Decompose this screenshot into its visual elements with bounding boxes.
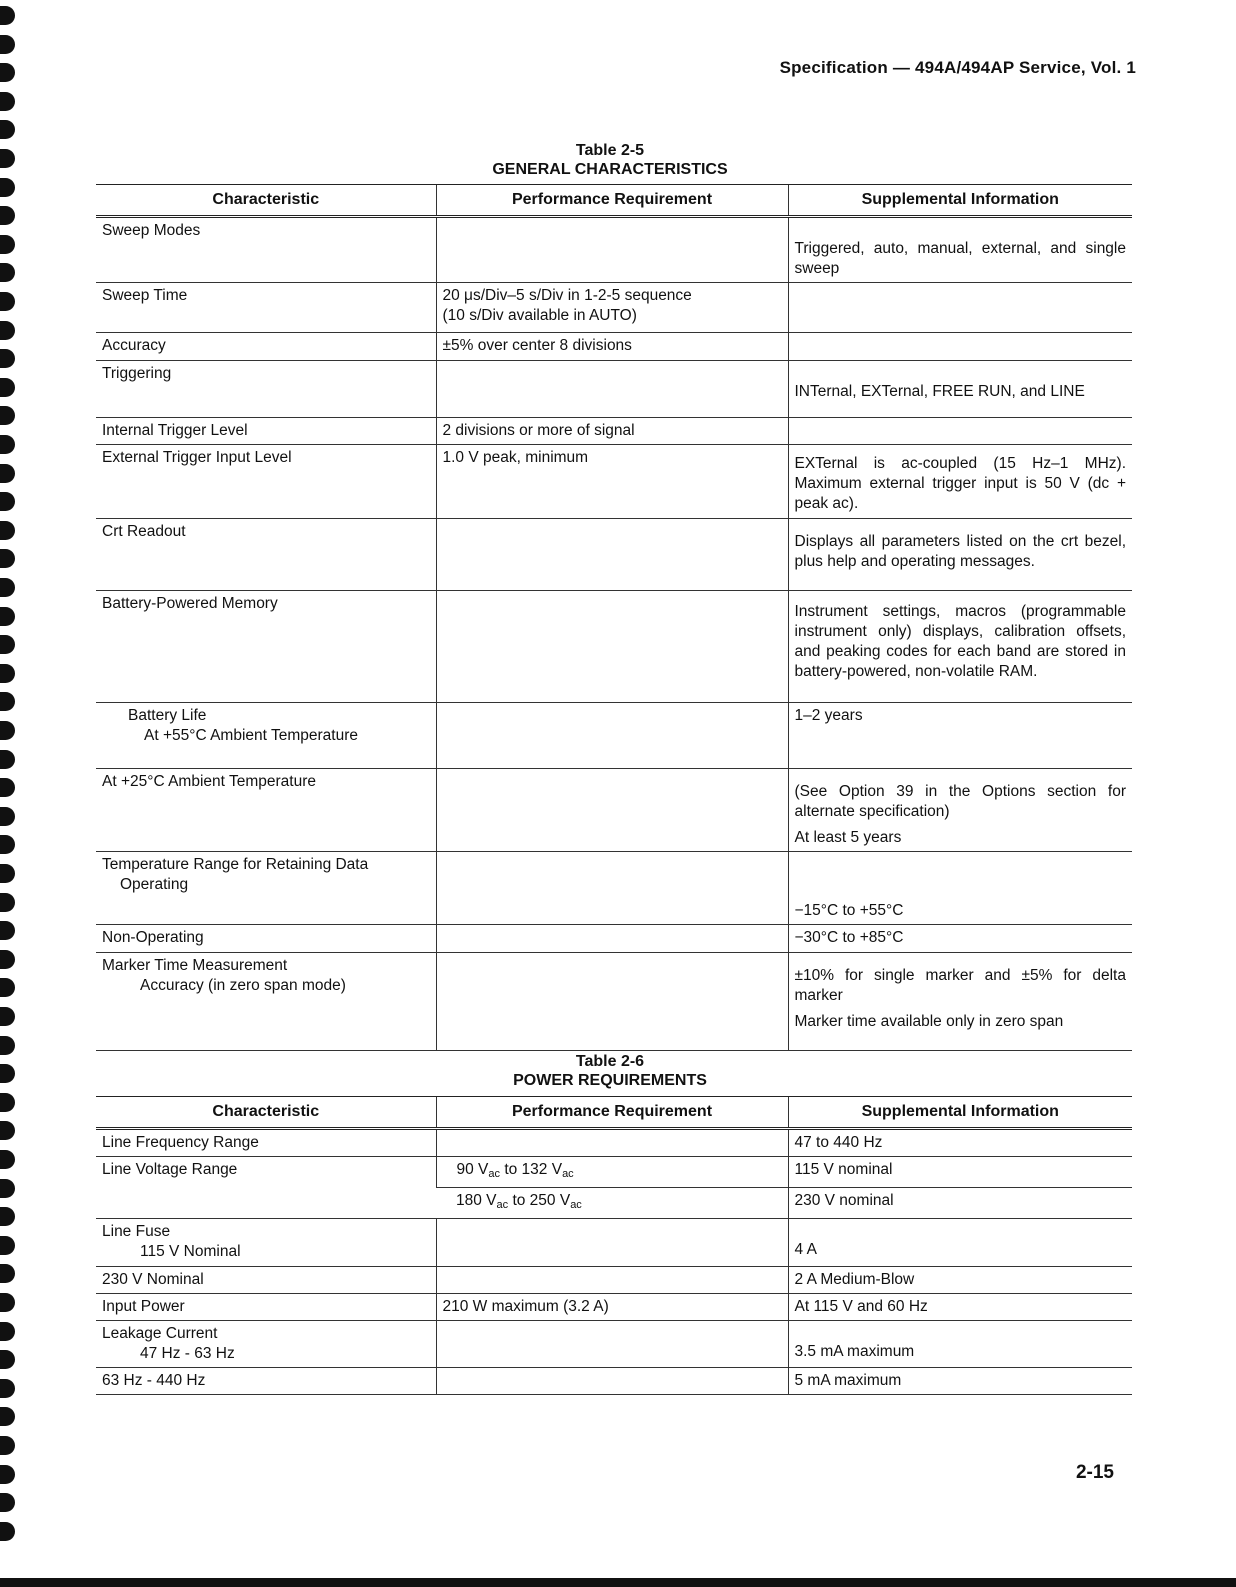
cell-supplemental: INTernal, EXTernal, FREE RUN, and LINE xyxy=(788,361,1132,418)
cell-characteristic: 230 V Nominal xyxy=(96,1267,436,1294)
table-2-5-title xyxy=(90,141,1130,179)
cell-characteristic: 63 Hz - 440 Hz xyxy=(96,1368,436,1395)
cell-performance: 2 divisions or more of signal xyxy=(436,418,788,445)
cell-performance xyxy=(436,953,788,1051)
col-header-characteristic: Characteristic xyxy=(96,1097,436,1129)
punch-hole xyxy=(0,464,15,483)
fuse-115v-label: 115 V Nominal xyxy=(140,1243,241,1260)
table-row xyxy=(96,283,1132,333)
punch-hole xyxy=(0,406,15,425)
punch-hole xyxy=(0,549,15,568)
punch-hole xyxy=(0,1064,15,1083)
punch-hole xyxy=(0,1322,15,1341)
cell-performance xyxy=(436,361,788,418)
cell-supplemental: −15°C to +55°C xyxy=(788,852,1132,925)
cell-supplemental: 4 A xyxy=(788,1219,1132,1267)
marker-zero-span-note: Marker time available only in zero span xyxy=(794,1013,1064,1030)
leakage-current-label: Leakage Current xyxy=(102,1325,218,1342)
punch-hole xyxy=(0,893,15,912)
punch-hole xyxy=(0,1179,15,1198)
table-row xyxy=(96,1321,1132,1368)
punch-hole xyxy=(0,1293,15,1312)
cell-supplemental: 1–2 years xyxy=(788,703,1132,769)
cell-characteristic: Battery-Powered Memory xyxy=(96,591,436,703)
cell-supplemental: 47 to 440 Hz xyxy=(788,1129,1132,1157)
cell-supplemental: Displays all parameters listed on the crt bezel, plus help and operating messages. xyxy=(788,519,1132,591)
punch-hole xyxy=(0,921,15,940)
cell-supplemental: 5 mA maximum xyxy=(788,1368,1132,1395)
table-number: Table 2-5 xyxy=(575,142,645,159)
cell-supplemental: EXTernal is ac-coupled (15 Hz–1 MHz). Maximum external trigger input is 50 V (dc + peak ac). xyxy=(788,445,1132,519)
cell-performance xyxy=(436,925,788,953)
table-row xyxy=(96,591,1132,703)
table-name: GENERAL CHARACTERISTICS xyxy=(492,161,728,178)
cell-performance xyxy=(436,1321,788,1368)
table-row xyxy=(96,769,1132,852)
cell-characteristic: Sweep Modes xyxy=(96,217,436,283)
voltage-low-2: 180 V xyxy=(456,1192,497,1209)
table-row xyxy=(96,361,1132,418)
battery-life-label: Battery Life xyxy=(128,707,207,724)
table-number: Table 2-6 xyxy=(575,1053,645,1070)
table-row xyxy=(96,1129,1132,1157)
punch-hole xyxy=(0,1264,15,1283)
table-row xyxy=(96,925,1132,953)
cell-characteristic: Sweep Time xyxy=(96,283,436,333)
cell-performance xyxy=(436,1157,788,1188)
voltage-high-1: to 132 V xyxy=(500,1161,563,1178)
punch-hole xyxy=(0,92,15,111)
cell-characteristic xyxy=(96,1321,436,1368)
cell-characteristic xyxy=(96,703,436,769)
punch-hole xyxy=(0,778,15,797)
punch-hole xyxy=(0,864,15,883)
punch-hole xyxy=(0,1150,15,1169)
table-row xyxy=(96,333,1132,361)
punch-hole xyxy=(0,1350,15,1369)
cell-performance xyxy=(436,703,788,769)
punch-hole xyxy=(0,321,15,340)
cell-supplemental: 2 A Medium-Blow xyxy=(788,1267,1132,1294)
cell-supplemental xyxy=(788,283,1132,333)
punch-hole xyxy=(0,63,15,82)
sweep-time-auto-note: (10 s/Div available in AUTO) xyxy=(442,307,637,324)
table-header-row xyxy=(96,1097,1132,1129)
punch-hole xyxy=(0,263,15,282)
cell-characteristic: Triggering xyxy=(96,361,436,418)
table-row xyxy=(96,445,1132,519)
cell-supplemental: 115 V nominal xyxy=(788,1157,1132,1188)
cell-characteristic: Input Power xyxy=(96,1294,436,1321)
punch-hole xyxy=(0,1379,15,1398)
table-row xyxy=(96,1157,1132,1188)
cell-performance xyxy=(436,1129,788,1157)
cell-supplemental: At 115 V and 60 Hz xyxy=(788,1294,1132,1321)
punch-hole xyxy=(0,1465,15,1484)
punch-hole xyxy=(0,807,15,826)
col-header-performance: Performance Requirement xyxy=(436,185,788,217)
cell-characteristic xyxy=(96,953,436,1051)
cell-performance xyxy=(436,217,788,283)
punch-hole xyxy=(0,35,15,54)
cell-characteristic xyxy=(96,852,436,925)
operating-label: Operating xyxy=(120,876,189,893)
col-header-characteristic: Characteristic xyxy=(96,185,436,217)
punch-hole xyxy=(0,1436,15,1455)
scan-bottom-edge xyxy=(0,1578,1236,1587)
punch-hole xyxy=(0,1236,15,1255)
punch-hole xyxy=(0,578,15,597)
cell-performance xyxy=(436,1219,788,1267)
cell-performance: ±5% over center 8 divisions xyxy=(436,333,788,361)
cell-supplemental: −30°C to +85°C xyxy=(788,925,1132,953)
punch-hole xyxy=(0,1522,15,1541)
punch-hole xyxy=(0,607,15,626)
col-header-performance: Performance Requirement xyxy=(436,1097,788,1129)
voltage-high-2: to 250 V xyxy=(508,1192,571,1209)
cell-performance xyxy=(436,1368,788,1395)
marker-time-label: Marker Time Measurement xyxy=(102,957,288,974)
cell-performance: 210 W maximum (3.2 A) xyxy=(436,1294,788,1321)
voltage-low-1: 90 V xyxy=(456,1161,489,1178)
table-row xyxy=(96,1294,1132,1321)
cell-performance xyxy=(436,519,788,591)
table-row xyxy=(96,519,1132,591)
table-name: POWER REQUIREMENTS xyxy=(513,1072,707,1089)
cell-performance: 1.0 V peak, minimum xyxy=(436,445,788,519)
cell-characteristic: Line Frequency Range xyxy=(96,1129,436,1157)
cell-supplemental: Triggered, auto, manual, external, and single sweep xyxy=(788,217,1132,283)
cell-characteristic: Line Voltage Range xyxy=(96,1157,436,1219)
voltage-subscript: ac xyxy=(562,1168,574,1180)
at-least-5-years: At least 5 years xyxy=(794,829,902,846)
punch-hole xyxy=(0,120,15,139)
leakage-47-63-label: 47 Hz - 63 Hz xyxy=(140,1345,235,1362)
cell-supplemental xyxy=(788,769,1132,852)
table-row xyxy=(96,1267,1132,1294)
punch-hole xyxy=(0,149,15,168)
punch-hole xyxy=(0,635,15,654)
col-header-supplemental: Supplemental Information xyxy=(788,1097,1132,1129)
sweep-time-range: 20 μs/Div–5 s/Div in 1-2-5 sequence xyxy=(442,287,692,304)
cell-performance xyxy=(436,769,788,852)
table-row xyxy=(96,1368,1132,1395)
voltage-subscript: ac xyxy=(496,1199,509,1211)
cell-performance xyxy=(436,283,788,333)
punch-hole xyxy=(0,235,15,254)
punch-hole xyxy=(0,349,15,368)
cell-characteristic: Crt Readout xyxy=(96,519,436,591)
running-header: Specification — 494A/494AP Service, Vol. 1 xyxy=(779,58,1136,77)
punch-hole xyxy=(0,750,15,769)
punch-hole xyxy=(0,292,15,311)
cell-characteristic: Internal Trigger Level xyxy=(96,418,436,445)
cell-characteristic: External Trigger Input Level xyxy=(96,445,436,519)
marker-accuracy-value: ±10% for single marker and ±5% for delta marker xyxy=(794,967,1126,1004)
punch-hole xyxy=(0,1407,15,1426)
voltage-subscript: ac xyxy=(570,1199,582,1211)
general-characteristics-table xyxy=(96,184,1132,1051)
punch-hole xyxy=(0,1036,15,1055)
cell-supplemental xyxy=(788,953,1132,1051)
punch-hole xyxy=(0,521,15,540)
punch-hole xyxy=(0,835,15,854)
col-header-supplemental: Supplemental Information xyxy=(788,185,1132,217)
cell-characteristic xyxy=(96,1219,436,1267)
temperature-range-label: Temperature Range for Retaining Data xyxy=(102,856,369,873)
table-row xyxy=(96,217,1132,283)
table-2-6-title xyxy=(90,1052,1130,1090)
option-39-note: (See Option 39 in the Options section for alternate specification) xyxy=(794,783,1126,820)
table-row xyxy=(96,953,1132,1051)
cell-performance xyxy=(436,591,788,703)
punch-hole xyxy=(0,1493,15,1512)
table-row xyxy=(96,703,1132,769)
punch-hole xyxy=(0,6,15,25)
cell-characteristic: Non-Operating xyxy=(96,925,436,953)
punch-hole xyxy=(0,721,15,740)
punch-hole xyxy=(0,206,15,225)
voltage-subscript: ac xyxy=(488,1168,501,1180)
cell-supplemental: 3.5 mA maximum xyxy=(788,1321,1132,1368)
cell-supplemental: Instrument settings, macros (programmable instrument only) displays, calibration offsets, and peaking codes for each band are stored in battery-powered, non-volatile RAM. xyxy=(788,591,1132,703)
punch-hole xyxy=(0,950,15,969)
cell-supplemental xyxy=(788,418,1132,445)
punch-hole xyxy=(0,1007,15,1026)
cell-supplemental: 230 V nominal xyxy=(788,1188,1132,1219)
punch-hole xyxy=(0,435,15,454)
binder-punch-holes xyxy=(0,0,24,1587)
table-row xyxy=(96,1219,1132,1267)
punch-hole xyxy=(0,1207,15,1226)
punch-hole xyxy=(0,664,15,683)
table-row xyxy=(96,852,1132,925)
cell-performance xyxy=(436,1188,788,1219)
line-fuse-label: Line Fuse xyxy=(102,1223,171,1240)
punch-hole xyxy=(0,178,15,197)
punch-hole xyxy=(0,1093,15,1112)
punch-hole xyxy=(0,978,15,997)
punch-hole xyxy=(0,692,15,711)
cell-performance xyxy=(436,1267,788,1294)
punch-hole xyxy=(0,492,15,511)
power-requirements-table xyxy=(96,1096,1132,1395)
punch-hole xyxy=(0,1121,15,1140)
table-header-row xyxy=(96,185,1132,217)
punch-hole xyxy=(0,378,15,397)
cell-characteristic: At +25°C Ambient Temperature xyxy=(96,769,436,852)
cell-performance xyxy=(436,852,788,925)
zero-span-accuracy-label: Accuracy (in zero span mode) xyxy=(140,977,346,994)
page-number: 2-15 xyxy=(1075,1462,1114,1483)
battery-life-55c: At +55°C Ambient Temperature xyxy=(144,727,358,744)
table-row xyxy=(96,418,1132,445)
cell-characteristic: Accuracy xyxy=(96,333,436,361)
cell-supplemental xyxy=(788,333,1132,361)
